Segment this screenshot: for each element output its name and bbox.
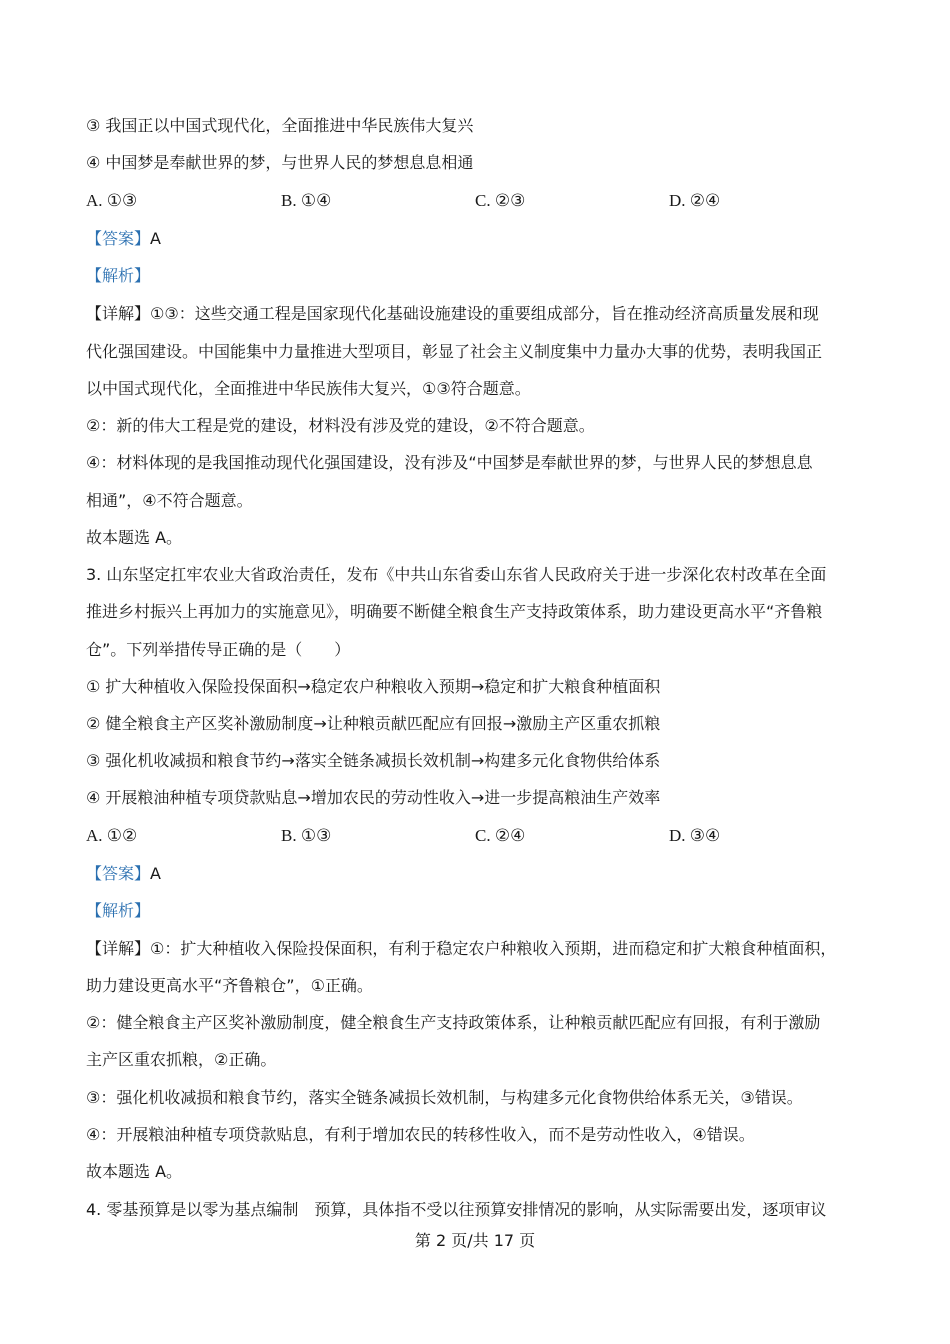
q3-options xyxy=(86,825,866,847)
q3-statement-3: ③ 强化机收减损和粮食节约→落实全链条减损长效机制→构建多元化食物供给体系 xyxy=(86,751,661,770)
q2-option-a: A. ①③ xyxy=(86,191,138,210)
q2-option-d: D. ②④ xyxy=(669,191,721,210)
q2-option-c: C. ②③ xyxy=(475,191,526,210)
q4-stem-line-1: 4. 零基预算是以零为基点编制 预算，具体指不受以往预算安排情况的影响，从实际需要出发，逐项审议 xyxy=(86,1200,827,1219)
q3-option-c: C. ②④ xyxy=(475,826,526,845)
q2-detail-line-2: 代化强国建设。中国能集中力量推进大型项目，彰显了社会主义制度集中力量办大事的优势，表明我国正 xyxy=(86,342,823,361)
answer-label: 【答案】 xyxy=(86,864,151,883)
q2-detail-line-1: 【详解】①③：这些交通工程是国家现代化基础设施建设的重要组成部分，旨在推动经济高质量发展和现 xyxy=(86,304,819,323)
q3-statement-2: ② 健全粮食主产区奖补激励制度→让种粮贡献匹配应有回报→激励主产区重农抓粮 xyxy=(86,714,661,733)
q3-detail-line-4: 主产区重农抓粮，②正确。 xyxy=(86,1050,277,1069)
q3-detail-line-1: 【详解】①：扩大种植收入保险投保面积，有利于稳定农户种粮收入预期，进而稳定和扩大粮食种植面积， xyxy=(86,939,837,958)
q3-detail-line-2: 助力建设更高水平“齐鲁粮仓”，①正确。 xyxy=(86,976,373,995)
q2-statement-4: ④ 中国梦是奉献世界的梦，与世界人民的梦想息息相通 xyxy=(86,153,474,172)
q2-detail-line-5: ④：材料体现的是我国推动现代化强国建设，没有涉及“中国梦是奉献世界的梦，与世界人民的梦想息息 xyxy=(86,453,813,472)
answer-value: A xyxy=(150,864,161,883)
q3-conclusion: 故本题选 A。 xyxy=(86,1162,183,1181)
q3-analysis-label: 【解析】 xyxy=(86,901,151,920)
q3-detail-line-6: ④：开展粮油种植专项贷款贴息，有利于增加农民的转移性收入，而不是劳动性收入，④错误。 xyxy=(86,1125,755,1144)
q3-option-b: B. ①③ xyxy=(281,826,332,845)
q3-option-d: D. ③④ xyxy=(669,826,721,845)
q3-detail-line-5: ③：强化机收减损和粮食节约，落实全链条减损长效机制，与构建多元化食物供给体系无关，③错误。 xyxy=(86,1088,803,1107)
page-footer: 第 2 页/共 17 页 xyxy=(414,1231,536,1250)
detail-label: 【详解】 xyxy=(86,939,151,958)
answer-value: A xyxy=(150,229,161,248)
q3-statement-4: ④ 开展粮油种植专项贷款贴息→增加农民的劳动性收入→进一步提高粮油生产效率 xyxy=(86,788,661,807)
q2-answer xyxy=(86,228,161,250)
q2-statement-3: ③ 我国正以中国式现代化，全面推进中华民族伟大复兴 xyxy=(86,116,474,135)
q2-detail-line-4: ②：新的伟大工程是党的建设，材料没有涉及党的建设，②不符合题意。 xyxy=(86,416,595,435)
q2-detail-line-3: 以中国式现代化，全面推进中华民族伟大复兴，①③符合题意。 xyxy=(86,379,531,398)
q2-option-b: B. ①④ xyxy=(281,191,332,210)
detail-label: 【详解】 xyxy=(86,304,151,323)
answer-label: 【答案】 xyxy=(86,229,151,248)
q2-detail-line-6: 相通”，④不符合题意。 xyxy=(86,491,253,510)
q3-stem-line-2: 推进乡村振兴上再加力的实施意见》，明确要不断健全粮食生产支持政策体系，助力建设更高水平“齐鲁粮 xyxy=(86,602,823,621)
q3-stem-line-1: 3. 山东坚定扛牢农业大省政治责任，发布《中共山东省委山东省人民政府关于进一步深化农村改革在全面 xyxy=(86,565,827,584)
q2-options xyxy=(86,190,866,212)
q3-stem-line-3: 仓”。下列举措传导正确的是（ ） xyxy=(86,640,351,659)
q3-option-a: A. ①② xyxy=(86,826,138,845)
q3-statement-1: ① 扩大种植收入保险投保面积→稳定农户种粮收入预期→稳定和扩大粮食种植面积 xyxy=(86,677,661,696)
q2-analysis-label: 【解析】 xyxy=(86,266,151,285)
q2-conclusion: 故本题选 A。 xyxy=(86,528,183,547)
q3-answer xyxy=(86,863,161,885)
q3-detail-line-3: ②：健全粮食主产区奖补激励制度，健全粮食生产支持政策体系，让种粮贡献匹配应有回报，有利于激励 xyxy=(86,1013,821,1032)
